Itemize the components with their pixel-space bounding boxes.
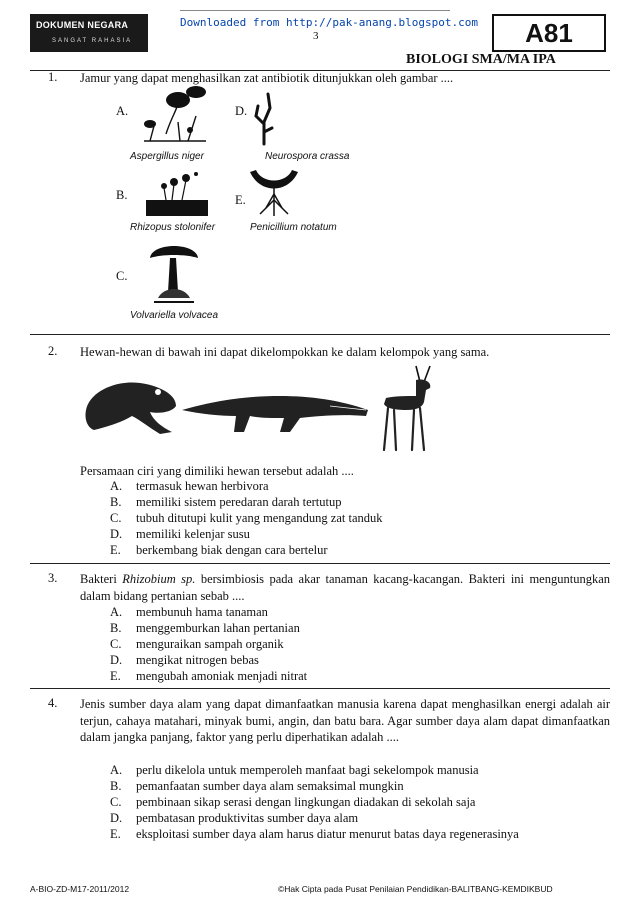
q3-option-a: membunuh hama tanaman	[136, 605, 268, 619]
q1-figure-c-caption: Volvariella volvacea	[130, 310, 219, 321]
subject-title: BIOLOGI SMA/MA IPA	[406, 52, 556, 67]
q1-figure-a-caption: Aspergillus niger	[130, 151, 204, 162]
q2-text: Hewan-hewan di bawah ini dapat dikelompokkan ke dalam kelompok yang sama.	[80, 345, 490, 359]
q1-figure-b-caption: Rhizopus stolonifer	[130, 222, 216, 233]
q4-option-a: perlu dikelola untuk memperoleh manfaat bagi sekelompok manusia	[136, 763, 479, 777]
q1-figure-e-letter: E.	[235, 193, 246, 207]
q1-text: Jamur yang dapat menghasilkan zat antibiotik ditunjukkan oleh gambar ....	[80, 71, 454, 85]
q3-divider	[30, 688, 610, 689]
q3-option-a-letter: A.	[110, 605, 123, 619]
q4-number: 4.	[48, 696, 58, 710]
q1-figure-a-letter: A.	[116, 104, 129, 118]
q2-option-d: memiliki kelenjar susu	[136, 527, 250, 541]
q1-divider	[30, 334, 610, 335]
frog-illustration	[80, 370, 180, 442]
doc-label: DOKUMEN NEGARA	[36, 20, 129, 30]
header-rule	[180, 10, 450, 11]
q3-option-d: mengikat nitrogen bebas	[136, 653, 259, 667]
download-link[interactable]: Downloaded from http://pak-anang.blogspot.com	[180, 16, 479, 29]
volvariella-illustration	[146, 240, 202, 306]
q3-text-pre: Bakteri	[80, 572, 123, 586]
doc-sublabel: SANGAT RAHASIA	[52, 38, 133, 44]
q1-figure-d-letter: D.	[235, 104, 248, 118]
q4-option-c: pembinaan sikap serasi dengan lingkungan diadakan di sekolah saja	[136, 795, 476, 809]
q1-number: 1.	[48, 70, 58, 84]
q2-option-e: berkembang biak dengan cara bertelur	[136, 543, 328, 557]
q2-option-a: termasuk hewan herbivora	[136, 479, 269, 493]
q1-figure-d-caption: Neurospora crassa	[265, 151, 350, 162]
q4-text: Jenis sumber daya alam yang dapat dimanfaatkan manusia karena dapat menghasilkan energi adalah air terjun, cahaya matahari, minyak bumi, angin, dan batu bara. Agar sumber daya alam dapat dimanfaatkan dalam jangka panjang, faktor yang perlu diperhatikan adalah ....	[80, 697, 610, 744]
q2-option-b: memiliki sistem peredaran darah tertutup	[136, 495, 342, 509]
q3-option-e: mengubah amoniak menjadi nitrat	[136, 669, 308, 683]
q4-option-e-letter: E.	[110, 827, 121, 841]
deer-illustration	[376, 362, 440, 454]
q2-option-c-letter: C.	[110, 511, 122, 525]
q4-option-d: pembatasan produktivitas sumber daya alam	[136, 811, 359, 825]
aspergillus-illustration	[130, 86, 216, 148]
q2-number: 2.	[48, 344, 58, 358]
q4-option-e: eksploitasi sumber daya alam harus diatur menurut batas daya regenerasinya	[136, 827, 519, 841]
q1-figure-c-letter: C.	[116, 269, 128, 283]
footer-code: A-BIO-ZD-M17-2011/2012	[30, 884, 130, 894]
q3-bacteria-name: Rhizobium sp.	[122, 572, 196, 586]
neurospora-illustration	[248, 88, 278, 148]
q3-number: 3.	[48, 571, 58, 585]
page-number: 3	[313, 30, 319, 42]
document-label-badge	[30, 14, 148, 52]
q2-stem: Persamaan ciri yang dimiliki hewan tersebut adalah ....	[80, 464, 354, 478]
q2-option-c: tubuh ditutupi kulit yang mengandung zat tanduk	[136, 511, 383, 525]
q2-option-d-letter: D.	[110, 527, 123, 541]
exam-code-box: A81	[492, 14, 606, 52]
q1-figure-e-caption: Penicillium notatum	[250, 222, 337, 233]
q2-option-e-letter: E.	[110, 543, 121, 557]
q3-text-post: bersimbiosis pada akar tanaman kacang-kacangan. Bakteri ini menguntungkan dalam bidang pertanian sebab ....	[80, 572, 611, 603]
q4-option-b-letter: B.	[110, 779, 122, 793]
q2-divider	[30, 563, 610, 564]
q3-option-c-letter: C.	[110, 637, 122, 651]
q3-option-b: menggemburkan lahan pertanian	[136, 621, 300, 635]
q3-option-e-letter: E.	[110, 669, 121, 683]
footer-copyright: ©Hak Cipta pada Pusat Penilaian Pendidikan-BALITBANG-KEMDIKBUD	[278, 884, 553, 894]
q4-option-b: pemanfaatan sumber daya alam semaksimal mungkin	[136, 779, 404, 793]
q4-option-c-letter: C.	[110, 795, 122, 809]
q1-figure-b-letter: B.	[116, 188, 128, 202]
crocodile-illustration	[180, 380, 370, 440]
q3-option-b-letter: B.	[110, 621, 122, 635]
penicillium-illustration	[246, 164, 302, 222]
q3-option-c: menguraikan sampah organik	[136, 637, 284, 651]
q3-option-d-letter: D.	[110, 653, 123, 667]
q3-text	[80, 571, 610, 604]
rhizopus-illustration	[142, 166, 212, 218]
q2-option-a-letter: A.	[110, 479, 123, 493]
q4-option-d-letter: D.	[110, 811, 123, 825]
q2-option-b-letter: B.	[110, 495, 122, 509]
q4-option-a-letter: A.	[110, 763, 123, 777]
